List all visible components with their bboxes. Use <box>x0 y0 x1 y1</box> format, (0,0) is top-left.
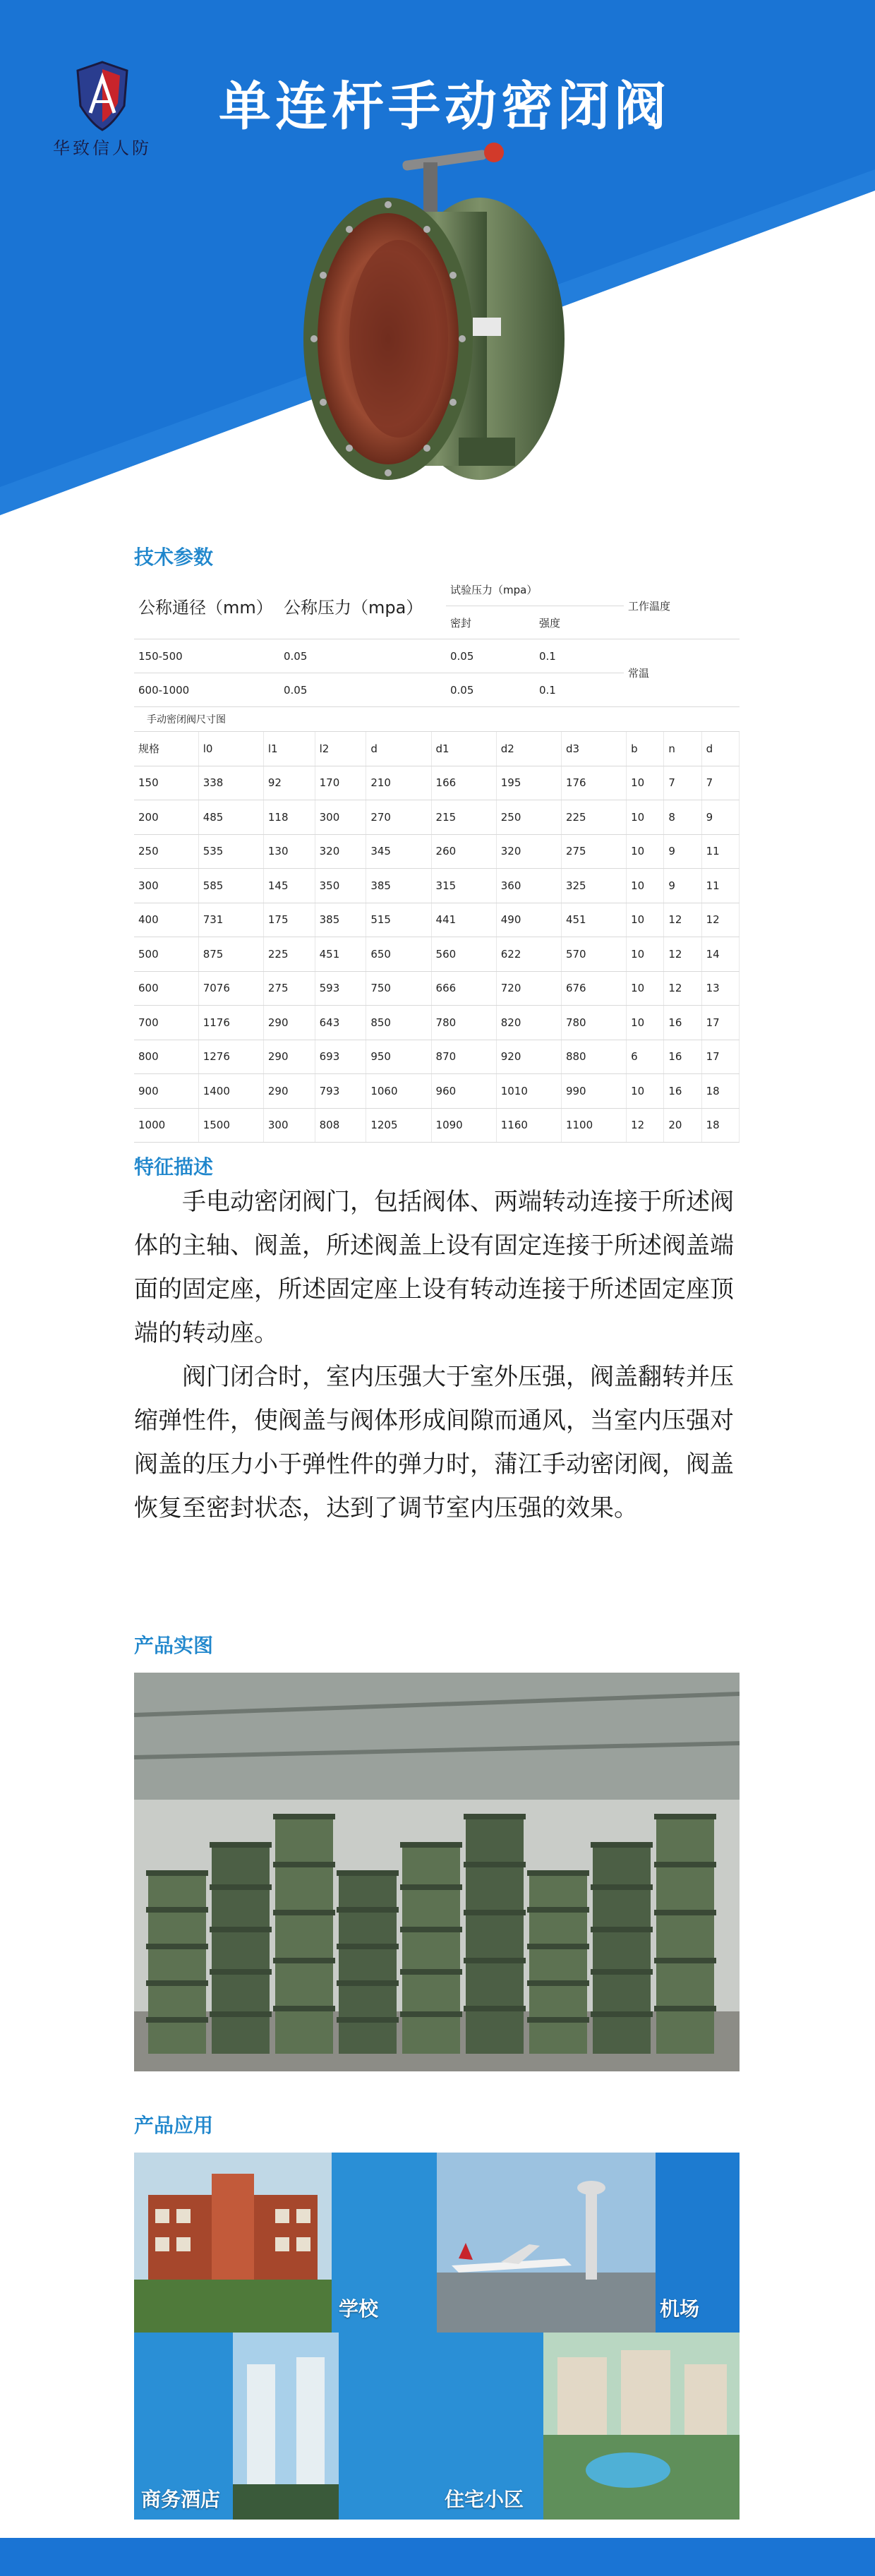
cell: 12 <box>701 903 739 937</box>
cell: 10 <box>627 869 664 903</box>
cell: 451 <box>315 937 366 972</box>
cell: 700 <box>134 1006 198 1040</box>
tech-params-heading: 技术参数 <box>134 546 214 569</box>
photos-heading: 产品实图 <box>134 1634 214 1657</box>
cell: 225 <box>263 937 315 972</box>
cell: 270 <box>366 800 431 835</box>
cell: 320 <box>496 834 561 869</box>
cell: 18 <box>701 1074 739 1109</box>
cell: 10 <box>627 766 664 800</box>
cell: 490 <box>496 903 561 937</box>
cell: 441 <box>431 903 496 937</box>
cell: 16 <box>664 1074 701 1109</box>
cell: 166 <box>431 766 496 800</box>
features-paragraph-1: 手电动密闭阀门，包括阀体、两端转动连接于所述阀体的主轴、阀盖，所述阀盖上设有固定连接于所述阀盖端面的固定座，所述固定座上设有转动连接于所述固定座顶端的转动座。 <box>134 1188 734 1347</box>
temp-value: 常温 <box>624 639 740 707</box>
drum-flange <box>273 1958 335 1963</box>
cell: 10 <box>627 937 664 972</box>
cell: 17 <box>701 1040 739 1074</box>
cell: 7 <box>664 766 701 800</box>
cell: 750 <box>366 971 431 1006</box>
dim-header-row <box>134 732 740 766</box>
drum-flange <box>400 1884 462 1890</box>
table-row <box>134 1006 740 1040</box>
cell: 960 <box>431 1074 496 1109</box>
cell: 485 <box>198 800 263 835</box>
cell: 593 <box>315 971 366 1006</box>
cell: 400 <box>134 903 198 937</box>
cell: 18 <box>701 1108 739 1143</box>
cell: 650 <box>366 937 431 972</box>
cell: 10 <box>627 1074 664 1109</box>
col-test-pressure: 试验压力（mpa） <box>446 573 624 606</box>
cell: 622 <box>496 937 561 972</box>
cell: 451 <box>561 903 626 937</box>
cell: 16 <box>664 1040 701 1074</box>
drum-flange <box>337 1980 399 1986</box>
column-header: l0 <box>198 732 263 766</box>
drum-flange <box>400 2011 462 2017</box>
drum-flange <box>591 1884 653 1890</box>
bottom-bar <box>0 2538 875 2576</box>
cell: 0.1 <box>535 673 624 707</box>
cell: 12 <box>664 903 701 937</box>
drum-flange <box>337 2017 399 2023</box>
drum-flange <box>210 1927 272 1932</box>
cell: 720 <box>496 971 561 1006</box>
drum-flange <box>654 2006 716 2011</box>
cell: 16 <box>664 1006 701 1040</box>
cell: 7076 <box>198 971 263 1006</box>
cell: 215 <box>431 800 496 835</box>
table-row <box>134 903 740 937</box>
cell: 11 <box>701 834 739 869</box>
cell: 900 <box>134 1074 198 1109</box>
cell: 1500 <box>198 1108 263 1143</box>
cell: 880 <box>561 1040 626 1074</box>
cell: 300 <box>315 800 366 835</box>
cell: 1090 <box>431 1108 496 1143</box>
drum-flange <box>400 1927 462 1932</box>
drum-flange <box>654 1958 716 1963</box>
table-row <box>134 800 740 835</box>
cell: 320 <box>315 834 366 869</box>
column-header: 规格 <box>134 732 198 766</box>
dim-table-caption: 手动密闭阀尺寸图 <box>134 707 740 732</box>
drum-flange <box>146 1944 208 1949</box>
cell: 600-1000 <box>134 673 279 707</box>
drum-flange <box>464 2006 526 2011</box>
valve-drum <box>339 1870 397 2054</box>
valve-drum <box>529 1870 587 2054</box>
cell: 175 <box>263 903 315 937</box>
cell: 9 <box>664 869 701 903</box>
cell: 17 <box>701 1006 739 1040</box>
cell: 780 <box>431 1006 496 1040</box>
shield-logo-icon <box>35 56 169 134</box>
cell: 260 <box>431 834 496 869</box>
cell: 150-500 <box>134 639 279 673</box>
dimension-table <box>134 732 740 1143</box>
cell: 290 <box>263 1074 315 1109</box>
drum-flange <box>464 1862 526 1867</box>
drum-flange <box>146 1870 208 1876</box>
table-row <box>134 766 740 800</box>
cell: 150 <box>134 766 198 800</box>
cell: 1205 <box>366 1108 431 1143</box>
drum-flange <box>591 2011 653 2017</box>
col-working-temp: 工作温度 <box>624 573 740 639</box>
cell: 1010 <box>496 1074 561 1109</box>
drum-flange <box>527 1870 589 1876</box>
cell: 600 <box>134 971 198 1006</box>
drum-flange <box>654 1910 716 1915</box>
cell: 780 <box>561 1006 626 1040</box>
cell: 1400 <box>198 1074 263 1109</box>
cell: 7 <box>701 766 739 800</box>
cell: 300 <box>263 1108 315 1143</box>
drum-flange <box>654 1862 716 1867</box>
cell: 385 <box>366 869 431 903</box>
cell: 12 <box>664 937 701 972</box>
features-paragraph-2: 阀门闭合时，室内压强大于室外压强，阀盖翻转并压缩弹性件，使阀盖与阀体形成间隙而通风，当室内压强对阀盖的压力小于弹性件的弹力时，蒲江手动密闭阀，阀盖恢复至密封状态，达到了调节室内压强的效果。 <box>134 1363 734 1522</box>
drum-flange <box>591 1969 653 1975</box>
column-header: d <box>701 732 739 766</box>
cell: 12 <box>627 1108 664 1143</box>
cell: 300 <box>134 869 198 903</box>
cell: 275 <box>561 834 626 869</box>
cell: 9 <box>701 800 739 835</box>
drum-flange <box>464 1910 526 1915</box>
cell: 195 <box>496 766 561 800</box>
column-header: l1 <box>263 732 315 766</box>
sub-strength: 强度 <box>535 606 624 639</box>
drum-flange <box>146 1907 208 1913</box>
table-row <box>134 971 740 1006</box>
drum-flange <box>337 1870 399 1876</box>
drum-flange <box>146 2017 208 2023</box>
cell: 731 <box>198 903 263 937</box>
drum-flange <box>337 1944 399 1949</box>
valve-drum <box>402 1842 460 2054</box>
cell: 643 <box>315 1006 366 1040</box>
cell: 10 <box>627 903 664 937</box>
cell: 210 <box>366 766 431 800</box>
app-label-hotel: 商务酒店 <box>141 2488 221 2511</box>
cell: 1000 <box>134 1108 198 1143</box>
cell: 1160 <box>496 1108 561 1143</box>
column-header: d <box>366 732 431 766</box>
cell: 10 <box>627 800 664 835</box>
drum-flange <box>527 2017 589 2023</box>
col-nominal-diameter: 公称通径（mm） <box>134 573 279 639</box>
drum-flange <box>210 1884 272 1890</box>
cell: 0.1 <box>535 639 624 673</box>
cell: 535 <box>198 834 263 869</box>
product-warehouse-photo <box>134 1673 740 2071</box>
drum-flange <box>591 1842 653 1848</box>
drum-flange <box>273 1814 335 1819</box>
cell: 0.05 <box>279 673 446 707</box>
cell: 1276 <box>198 1040 263 1074</box>
cell: 225 <box>561 800 626 835</box>
drum-flange <box>273 2006 335 2011</box>
applications-heading: 产品应用 <box>134 2114 214 2137</box>
cell: 950 <box>366 1040 431 1074</box>
valve-drum <box>148 1870 206 2054</box>
valve-drum <box>593 1842 651 2054</box>
cell: 870 <box>431 1040 496 1074</box>
drum-flange <box>654 1814 716 1819</box>
cell: 800 <box>134 1040 198 1074</box>
cell: 315 <box>431 869 496 903</box>
table-row <box>134 639 740 673</box>
cell: 820 <box>496 1006 561 1040</box>
valve-drum <box>212 1842 270 2054</box>
column-header: b <box>627 732 664 766</box>
drum-flange <box>400 1969 462 1975</box>
cell: 92 <box>263 766 315 800</box>
column-header: n <box>664 732 701 766</box>
cell: 793 <box>315 1074 366 1109</box>
page-title: 单连杆手动密闭阀 <box>219 76 670 137</box>
tech-params-tables <box>134 573 740 1143</box>
column-header: d2 <box>496 732 561 766</box>
cell: 345 <box>366 834 431 869</box>
drum-flange <box>464 1958 526 1963</box>
pressure-table <box>134 573 740 732</box>
app-label-residential: 住宅小区 <box>445 2488 524 2511</box>
table-row <box>134 1040 740 1074</box>
app-label-school: 学校 <box>339 2297 379 2321</box>
cell: 0.05 <box>279 639 446 673</box>
valve-drum <box>656 1814 714 2054</box>
features-heading: 特征描述 <box>134 1155 214 1179</box>
drum-flange <box>210 1969 272 1975</box>
cell: 0.05 <box>446 673 535 707</box>
cell: 515 <box>366 903 431 937</box>
cell: 10 <box>627 834 664 869</box>
cell: 290 <box>263 1040 315 1074</box>
table-row <box>134 869 740 903</box>
hero-banner <box>0 0 875 515</box>
cell: 6 <box>627 1040 664 1074</box>
applications-grid <box>134 2153 740 2520</box>
sub-seal: 密封 <box>446 606 535 639</box>
drum-flange <box>273 1862 335 1867</box>
cell: 570 <box>561 937 626 972</box>
drum-flange <box>400 1842 462 1848</box>
column-header: d3 <box>561 732 626 766</box>
applications-collage <box>134 2153 740 2520</box>
cell: 585 <box>198 869 263 903</box>
cell: 875 <box>198 937 263 972</box>
cell: 8 <box>664 800 701 835</box>
cell: 10 <box>627 971 664 1006</box>
cell: 360 <box>496 869 561 903</box>
cell: 200 <box>134 800 198 835</box>
cell: 9 <box>664 834 701 869</box>
logo-text: 华致信人防 <box>53 138 152 158</box>
drum-flange <box>591 1927 653 1932</box>
cell: 1176 <box>198 1006 263 1040</box>
cell: 13 <box>701 971 739 1006</box>
cell: 290 <box>263 1006 315 1040</box>
table-row <box>134 1074 740 1109</box>
cell: 130 <box>263 834 315 869</box>
cell: 990 <box>561 1074 626 1109</box>
cell: 500 <box>134 937 198 972</box>
cell: 250 <box>134 834 198 869</box>
valve-drum <box>466 1814 524 2054</box>
drum-flange <box>464 1814 526 1819</box>
cell: 1060 <box>366 1074 431 1109</box>
cell: 14 <box>701 937 739 972</box>
valve-drum <box>275 1814 333 2054</box>
cell: 12 <box>664 971 701 1006</box>
cell: 118 <box>263 800 315 835</box>
cell: 170 <box>315 766 366 800</box>
valve-product-image <box>282 134 579 501</box>
cell: 676 <box>561 971 626 1006</box>
cell: 11 <box>701 869 739 903</box>
cell: 666 <box>431 971 496 1006</box>
column-header: l2 <box>315 732 366 766</box>
column-header: d1 <box>431 732 496 766</box>
cell: 20 <box>664 1108 701 1143</box>
company-logo <box>35 56 169 162</box>
table-row <box>134 937 740 972</box>
cell: 385 <box>315 903 366 937</box>
cell: 350 <box>315 869 366 903</box>
drum-flange <box>273 1910 335 1915</box>
table-row <box>134 834 740 869</box>
drum-flange <box>210 1842 272 1848</box>
col-nominal-pressure: 公称压力（mpa） <box>279 573 446 639</box>
cell: 275 <box>263 971 315 1006</box>
cell: 560 <box>431 937 496 972</box>
app-label-airport: 机场 <box>660 2297 700 2321</box>
cell: 338 <box>198 766 263 800</box>
cell: 250 <box>496 800 561 835</box>
drum-flange <box>337 1907 399 1913</box>
drum-flange <box>146 1980 208 1986</box>
drum-flange <box>527 1980 589 1986</box>
cell: 176 <box>561 766 626 800</box>
cell: 145 <box>263 869 315 903</box>
cell: 325 <box>561 869 626 903</box>
cell: 1100 <box>561 1108 626 1143</box>
cell: 0.05 <box>446 639 535 673</box>
cell: 693 <box>315 1040 366 1074</box>
drum-flange <box>210 2011 272 2017</box>
drum-flange <box>527 1907 589 1913</box>
table-row <box>134 1108 740 1143</box>
cell: 920 <box>496 1040 561 1074</box>
drum-flange <box>527 1944 589 1949</box>
cell: 850 <box>366 1006 431 1040</box>
cell: 10 <box>627 1006 664 1040</box>
cell: 808 <box>315 1108 366 1143</box>
